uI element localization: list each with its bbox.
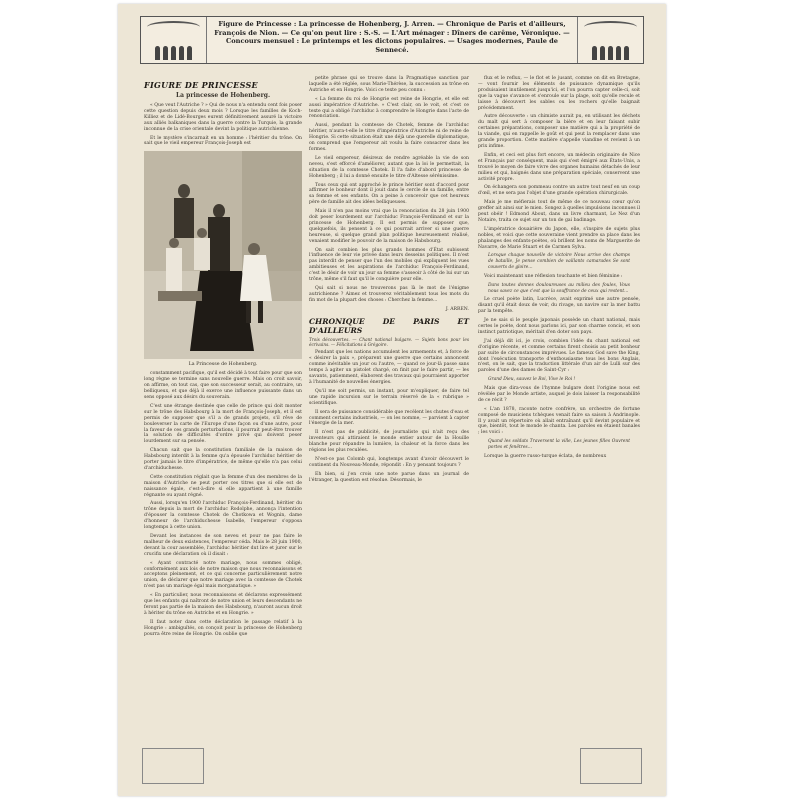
article-paragraph-6: Aussi, lorsqu'en 1900 l'archiduc François-Ferdinand, héritier du trône depuis la mort de l'archiduc Rodolphe, annonça l'intention d'épouser la comtesse Chotek de Chotkowa et Wognin, dame d'honneur de l'archiduchesse Isabelle, l'empereur s'opposa longtemps à cette union.: [144, 501, 302, 531]
chronique-paragraph-6: Eh bien, si j'en crois une note parue dans un journal de l'étranger, la question est résolue. Désormais, le: [309, 471, 469, 483]
section-title-figure-de-princesse: FIGURE DE PRINCESSE: [144, 80, 258, 90]
bottom-right-ornament: [580, 748, 642, 784]
col2-paragraph-6: Mais il n'en pas moins vrai que la renonciation du 28 juin 1900 doit peser lourdement sur l'archiduc François-Ferdinand et sur la princesse de Hohenberg. Il est permis de supposer que, quelquefois, ils pensent à ce qui pourrait arriver si une guerre heureuse, si quelque grand plan politique heureusement réalisé, venaient modifier le pouvoir de la maison de Habsbourg.: [309, 209, 469, 244]
article-paragraph-after-photo: constamment pacifique, qu'il est décidé à tout faire pour que son long règne se termine sans nouvelle guerre. Mais on croit savoir, on affirme, on tout cas, que son successeur serait, au contraire, un belliqueux, et que déjà il exerce une influence puissante dans un sens opposé aux désirs du souverain.: [144, 371, 302, 400]
col3-paragraph-10: J'ai déjà dit ici, je crois, combien l'idée du chant national est d'origine récente, et comme certains firent choisis au petit bonheur par suite de circonstances imprévues. Le fameux God save the King, dont l'exécution transporte d'enthousiasme tous les bons Anglais, n'est, on le sait, que la traduction littérale d'un air de Lulli sur des paroles d'une des dames de Saint-Cyr :: [478, 338, 640, 374]
poem-excerpt-3: Grand Dieu, sauvez le Roi, Vive le Roi !: [488, 377, 576, 383]
left-header-ornament: [141, 17, 207, 63]
col3-paragraph-12: « L'an 1878, raconte notre confrère, un orchestre de fortune composé de musiciens tchèques venait faire sa saison à Andrinople. Il y avait un répertoire où allait entraînant qu'il devint populaire et que, bientôt, tout le monde le chanta. Les paroles en étaient banales ; les voici :: [478, 406, 640, 436]
column-1: [144, 76, 302, 641]
col2-paragraph-7: On sait combien les plus grands hommes d'État subissent l'influence de leur vie privée dans leurs desseins politiques. Il n'est pas interdit de penser que l'un des mobiles qui expliquent les vues ambitieuses et les aspirations de l'archiduc François-Ferdinand, c'est le désir de voir un jour sa femme s'asseoir à côté de lui sur un trône, même s'il faut qu'il le conquière pour elle.: [309, 247, 469, 283]
poem-excerpt-4: Quand les soldats Traversent la ville, Les jeunes filles Ouvrent portes et fenêtres...: [488, 439, 630, 451]
col2-paragraph-1: petite phrase qui se trouve dans la Pragmatique sanction par laquelle a été réglée, sous Marie-Thérèse, la succession au trône en Autriche et en Hongrie. Voici ce texte peu connu :: [309, 76, 469, 93]
portrait-illustration: [144, 151, 302, 359]
col3-paragraph-9: Je ne sais si le peuple japonais possède un chant national, mais certes le poète, dont nous parlons ici, par son charme concis, et son instinct patriotique, méritait d'en doter son pays.: [478, 318, 640, 335]
col3-paragraph-2: Autre découverte : un chimiste aurait pu, en utilisant les déchets du malt qui sert à composer la bière et en leur faisant subir certaines préparations, composer une matière qui a la propriété de la viande, qui en rappelle le goût et qui peut la remplacer dans une grande proportion. Cette matière s'appelle viandine et revient à un prix infime.: [478, 114, 640, 149]
chronique-paragraph-5: N'est-ce pas Colomb qui, longtemps avant d'avoir découvert le continent du Nouveau-Monde, répondit : En y pensant toujours ?: [309, 456, 469, 468]
col3-paragraph-1: flux et le reflux, — le flot et le jusant, comme on dit en Bretagne, — vont fournir les éléments de puissance dynamique qu'ils produisaient inutilement jusqu'ici, et l'on pourra capter celle-ci, soit que la vague s'avance et s'enroule sur la plage, soit qu'elle recule et laisse à découvert les sables ou les rochers qu'elle baignait précédemment.: [478, 76, 640, 111]
right-header-ornament: [577, 17, 643, 63]
article-paragraph-4: Chacun sait que la constitution familiale de la maison de Habsbourg interdit à la femme qu'a épousée l'archiduc héritier de porter jamais le titre d'impératrice, de même qu'elle n'a pas celui d'archiduchesse.: [144, 448, 302, 471]
article-intro-2: Et le mystère s'incarnait en un homme : l'héritier du trône. On sait que le vieil empereur François-Joseph est: [144, 135, 302, 147]
col2-paragraph-8: Qui sait si nous ne trouverons pas là le mot de l'énigme autrichienne ? Aimez et trouverez véritablement tous les mots du fin mot de la plupart des choses : Cherchez la femme...: [309, 286, 469, 303]
col3-paragraph-4: On échangera son pommeau contre un autre tout neuf en un coup d'œil, et ne sera pas l'objet d'une grande opération chirurgicale.: [478, 185, 640, 197]
col3-paragraph-8: Le cruel poète latin, Lucrèce, avait exprimé une autre pensée, disant qu'il était doux de voir, du rivage, un navire sur la mer battu par la tempête.: [478, 297, 640, 315]
magazine-page: [118, 4, 666, 796]
page-header-box: [140, 16, 644, 64]
col2-paragraph-3: Aussi, pendant la comtesse de Chotek, femme de l'archiduc héritier, n'aura-t-elle le titre d'impératrice d'Autriche ni de reine de Hongrie. Si cette situation était une déjà une querelle diplomatique, on comprend que l'empereur ait voulu la faire consacrer dans les formes.: [309, 123, 469, 152]
col3-paragraph-13: Lorsque la guerre russo-turque éclata, de nombreux: [484, 453, 607, 459]
bottom-left-ornament: [142, 748, 204, 784]
article-paragraph-8: « Ayant contracté notre mariage, nous sommes obligé, conformément aux lois de notre maison que nous reconnaissons et acceptons pleinement, et ce qui concerne particulièrement notre union, de déclarer que notre mariage avec la comtesse de Chotek n'est pas un mariage égal mais morganatique. »: [144, 560, 302, 590]
chronique-paragraph-3: Il sera de puissance considérable que recèlent les chutes d'eau et comment certains industriels, — on les nomme, — parvient à capter l'énergie de la mer.: [309, 409, 469, 427]
family-portrait-photo: [144, 151, 302, 359]
article-title: La princesse de Hohenberg.: [175, 92, 271, 99]
article-paragraph-10: Il faut noter dans cette déclaration le passage relatif à la Hongrie : ambiguïtés, on conçoit pour la princesse de Hohenberg pourra être reine de Hongrie. On oublie que: [144, 619, 302, 637]
poem-excerpt-2: Dans toutes donnes douloureuses au milieu des foules, Vous nous savez ce que c'est que la souffrance de ceux qui restent...: [488, 282, 630, 294]
chronique-paragraph-2: Qu'il me soit permis, un instant, pour m'expliquer, de faire tel une rapide incursion sur le terrain réservé de la « rubrique » scientifique.: [309, 388, 469, 406]
column-2: [309, 76, 469, 487]
article-paragraph-3: C'est une étrange destinée que celle de prince qui doit monter sur le trône des Habsbourg à la mort de François-Joseph, et il est permis de supposer que s'il a de grands projets, s'il rêve de bouleverser la carte de l'Europe d'une façon ou d'une autre, pour la faveur de ces grands perturbations, il pourrait peut-être trouver la solution de difficultés d'ordre privé qui doivent peser lourdement sur sa pensée.: [144, 403, 302, 445]
article-paragraph-5: Cette constitution réglait que la femme d'un des membres de la maison d'Autriche ne peut porter ces titres que si elle est de naissance égale, c'est-à-dire si elle appartient à une famille régnante ou ayant régné.: [144, 474, 302, 498]
author-signature: J. ARREN.: [445, 306, 469, 312]
col3-paragraph-7: Voici maintenant une réflexion touchante et bien féminine :: [484, 273, 623, 279]
article-intro: « Que veut l'Autriche ? » Qui de nous n'a entendu cent fois poser cette question depuis deux mois ? Lorsque les familles de Koch-Killiez et de Lidé-Bourges eurent définitivement assuré la victoire aux alliés balkaniques dans la guerre contre la Turquie, la grande inconnue de la crise orientale devint la politique autrichienne.: [144, 103, 302, 132]
contents-summary: Figure de Princesse : La princesse de Hohenberg, J. Arren. — Chronique de Paris et d'ailleurs, François de Nion. — Ce qu'on peut lire : S.-S. — L'Art ménager : Dîners de carême, Véronique. — Concours mensuel : Le printemps et les dictons populaires. — Usages modernes, Paule de Sennecé.: [214, 20, 570, 54]
chronique-paragraph-1: Pendant que les nations accumulent les armements et, à force de « désirer la paix », préparent une guerre que certains annoncent comme inévitable un jour ou l'autre, — quand ce jour-là passe sans temps à agiter un pistolet chargé, on finit par le faire partir, — les savants, patiemment, élaborent des travaux qui pourraient apporter à l'humanité de nouvelles énergies.: [309, 350, 469, 385]
col2-paragraph-4: Le vieil empereur, désireux de rendre agréable la vie de son neveu, s'est efforcé d'améliorer, autant que la loi le permettait, la situation de la comtesse Chotek. Il l'a faite d'abord princesse de Hohenberg ; il lui a donné ensuite le titre d'Altesse sérénissime.: [309, 155, 469, 179]
column-3: [478, 76, 640, 463]
col2-paragraph-2: « La femme du roi de Hongrie est reine de Hongrie, et elle est aussi impératrice d'Autriche. » C'est clair, on le voit, et c'est ce texte qui a obligé l'archiduc à comprendre le Hongrie dans l'acte de renonciation.: [309, 96, 469, 120]
chronique-summary: Trois découvertes. — Chant national bulgare. — Sujets bons pour les écrivains. — Félicitations à Grégoire.: [309, 336, 469, 348]
col3-paragraph-6: L'impératrice douairière du Japon, elle, s'inspire de sujets plus nobles, et voici que cette souveraine vient prendre sa place dans les phalanges des enfants-poètes, où brillent les noms de Marguerite de Navarre, de Marie Stuart et de Carmen Sylva.: [478, 226, 640, 250]
article-paragraph-7: Devant les instances de son neveu et pour ne pas faire le malheur de deux existences, l'empereur céda. Mais le 28 juin 1900, devant la cour assemblée, l'archiduc héritier dut lire et jurer sur le crucifix une déclaration où il disait :: [144, 534, 302, 557]
col3-paragraph-3: Enfin, et ceci est plus fort encore, un médecin originaire de Nice et Français par conséquent, mais qui s'est émigré aux États-Unis, a trouvé le moyen de faire vivre des organes humains détachés de leur milieu et qui, baignés dans une préparation spéciale, conservent une activité propre.: [478, 152, 640, 182]
poem-excerpt-1: Lorsque chaque nouvelle de victoire Nous arrive des champs de bataille, Je pense combien de vaillants camarades Se sont couverts de gloire...: [488, 253, 630, 271]
photo-caption: La Princesse de Hohenberg.: [188, 362, 258, 368]
col3-paragraph-11: Mais que dira-vous de l'hymne bulgare dont l'origine nous est révélée par le Monde artiste, auquel je dois laisser la responsabilité de ce récit ?: [478, 386, 640, 403]
article-paragraph-9: « En particulier, nous reconnaissons et déclarons expressément que les enfants qui naîtront de notre union et leurs descendants ne feront pas partie de la maison des Habsbourg, n'auront aucun droit à hériter du trône en Autriche et en Hongrie. »: [144, 593, 302, 616]
col2-paragraph-5: Tous ceux qui ont approché le prince héritier sont d'accord pour affirmer le bonheur dont il jouit dans le cercle de sa famille, entre sa femme et ses enfants. On a peine à concevoir que cet heureux père de famille ait des idées belliqueuses.: [309, 182, 469, 206]
section-title-chronique: CHRONIQUE DE PARIS ET D'AILLEURS: [309, 316, 469, 335]
col3-paragraph-5: Mais je me méfierais tout de même de ce nouveau cœur qu'on greffer ait ainsi sur le mien. Songez à quelles impulsions inconnues il peut obéir ! Edmond About, dans un livre charmant, Le Nez d'un Notaire, traita ce sujet sur un ton de gai badinage.: [478, 200, 640, 223]
chronique-paragraph-4: Il n'est pas de publicité, de journaliste qui n'ait reçu des inventeurs qui attiraient le monde entier autour de la Houille blanche pour répandre la lumière, la chaleur et la force dans les régions les plus reculées.: [309, 430, 469, 454]
